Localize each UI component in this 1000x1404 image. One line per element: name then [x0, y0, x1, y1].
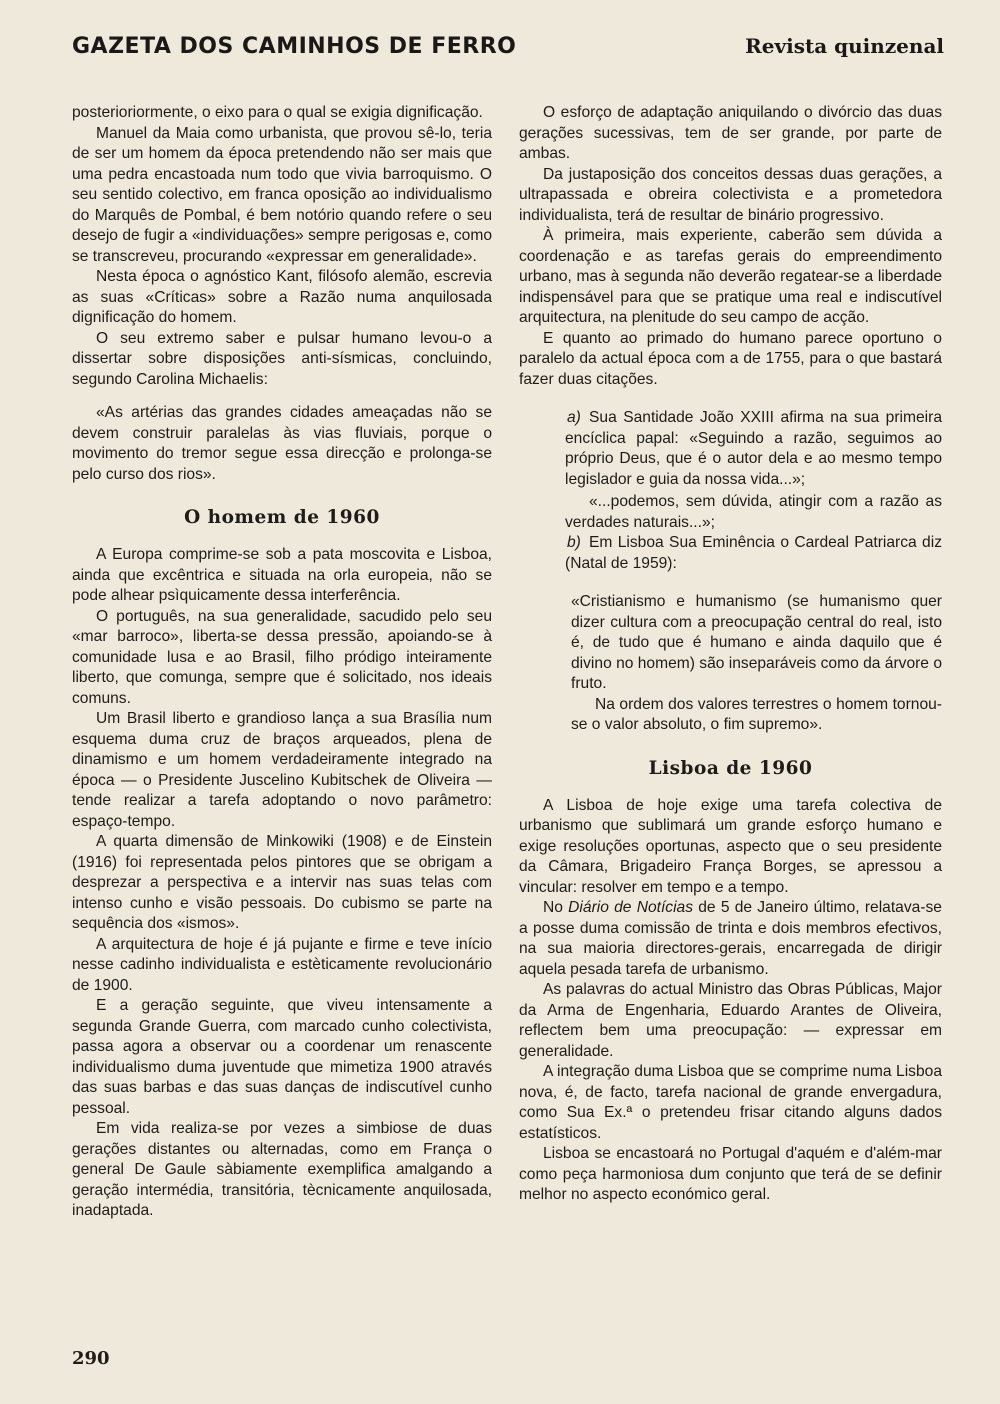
- paragraph: Em vida realiza-se por vezes a simbiose de duas gerações distantes ou alternadas, como em França o general De Gaule sàbiamente exemplifica amalgando a geração intermédia, transitória, tècnicamente anquilosada, inadaptada.: [72, 1120, 492, 1219]
- list-item-continuation: «...podemos, sem dúvida, atingir com a razão as verdades naturais...»;: [565, 493, 942, 531]
- block-quote: Na ordem dos valores terrestres o homem tornou-se o valor absoluto, o fim supremo».: [571, 695, 942, 733]
- list-item-text: Em Lisboa Sua Eminência o Cardeal Patriarca diz (Natal de 1959):: [565, 534, 942, 572]
- list-marker: b): [567, 534, 581, 551]
- paragraph: As palavras do actual Ministro das Obras Públicas, Major da Arma de Engenharia, Eduardo Arantes de Oliveira, reflectem bem uma preocupação: — expressar em generalidade.: [519, 981, 942, 1060]
- paragraph: Da justaposição dos conceitos dessas duas gerações, a ultrapassada e obreira colectivista e a prometedora individualista, terá de resultar de binário progressivo.: [519, 165, 942, 224]
- paragraph: A integração duma Lisboa que se comprime numa Lisboa nova, é, de facto, tarefa nacional de grande envergadura, como Sua Ex.ª o pretendeu frisar citando alguns dados estatísticos.: [519, 1063, 942, 1142]
- paragraph: A arquitectura de hoje é já pujante e firme e teve início nesse cadinho individualista e estèticamente revolucionário de 1900.: [72, 935, 492, 994]
- right-column: [519, 103, 942, 1206]
- journal-subtitle: Revista quinzenal: [745, 34, 944, 58]
- paragraph: E quanto ao primado do humano parece oportuno o paralelo da actual época com a de 1755, para o que bastará fazer duas citações.: [519, 329, 942, 388]
- page-number: 290: [72, 1348, 110, 1369]
- paragraph: E a geração seguinte, que viveu intensamente a segunda Grande Guerra, com marcado cunho colectivista, passa agora a observar ou a coordenar um renascente individualismo duma juventude que mimetiza 1900 através das suas barbas e das suas danças de indiscutível cunho pessoal.: [72, 997, 492, 1117]
- paragraph: A Europa comprime-se sob a pata moscovita e Lisboa, ainda que excêntrica e situada na orla europeia, não se pode alhear psìquicamente dessa interferência.: [72, 546, 492, 604]
- section-heading: O homem de 1960: [184, 507, 380, 528]
- paragraph: Manuel da Maia como urbanista, que provou sê-lo, teria de ser um homem da época pretendendo não ser mais que uma pedra encastoada num todo que vivia barroquismo. O seu sentido colectivo, em franca oposição ao individualismo do Marquês de Pombal, é bem notório quando refere o seu desejo de fugir a «individuações» sempre perigosas e, como se transcreveu, procurando «expressar em generalidade».: [72, 124, 492, 265]
- list-item: [519, 533, 942, 574]
- list-item-text: Sua Santidade João XXIII afirma na sua primeira encíclica papal: «Seguindo a razão, seguimos ao próprio Deus, que é o autor dela e ao mesmo tempo legislador e guia da nossa vida...»;: [565, 409, 942, 488]
- paragraph: Um Brasil liberto e grandioso lança a sua Brasília num esquema duma cruz de braços arqueados, plena de dinamismo e um homem verdadeiramente integrado na época — o Presidente Juscelino Kubitschek de Oliveira — tende realizar a tarefa adoptando o novo parâmetro: espaço-tempo.: [72, 710, 492, 830]
- paragraph: posterioriormente, o eixo para o qual se exigia dignificação.: [72, 104, 483, 121]
- paragraph: Nesta época o agnóstico Kant, filósofo alemão, escrevia as suas «Críticas» sobre a Razão numa anquilosada dignificação do homem.: [72, 268, 492, 326]
- newspaper-title: Diário de Notícias: [568, 899, 694, 916]
- citation-list: [519, 408, 942, 574]
- paragraph: O seu extremo saber e pulsar humano levou-o a dissertar sobre disposições anti-sísmicas, concluindo, segundo Carolina Michaelis:: [72, 329, 492, 388]
- block-quote: «Cristianismo e humanismo (se humanismo quer dizer cultura com a preocupação central do real, isto é, de tudo que é humano e ainda daquilo que é divino no homem) são inseparáveis como da árvore o fruto.: [571, 593, 942, 692]
- paragraph: À primeira, mais experiente, caberão sem dúvida a coordenação e as tarefas gerais do empreendimento urbano, mas à segunda não deverão regatear-se a liberdade indispensável para que se pratique uma real e indiscutível arquitectura, na plenitude do seu campo de acção.: [519, 227, 942, 326]
- journal-title: GAZETA DOS CAMINHOS DE FERRO: [72, 34, 517, 59]
- page-header: [72, 34, 944, 70]
- paragraph: A quarta dimensão de Minkowiki (1908) e de Einstein (1916) foi representada pelos pintores que se obrigam a desprezar a perspectiva e a intervir nas suas telas com intenso cunho e visão pessoais. Do cubismo se parte na sequência dos «ismos».: [72, 833, 492, 932]
- list-item: [519, 408, 942, 490]
- paragraph: O português, na sua generalidade, sacudido pelo seu «mar barroco», liberta-se dessa pressão, apoiando-se à comunidade lusa e ao Brasil, filho pródigo inteiramente liberto, que comunga, sempre que é solicitado, nos ideais comuns.: [72, 607, 492, 707]
- paragraph: A Lisboa de hoje exige uma tarefa colectiva de urbanismo que sublimará um grande esforço humano e exige resoluções oportunas, aspecto que o seu presidente da Câmara, Brigadeiro França Borges, se apressou a vincular: resolver em tempo e a tempo.: [519, 796, 942, 896]
- paragraph: O esforço de adaptação aniquilando o divórcio das duas gerações sucessivas, tem de ser grande, por parte de ambas.: [519, 104, 942, 162]
- paragraph-text: de 5 de Janeiro último, relatava-se a posse duma comissão de trinta e dois membros efectivos, na sua maioria directores-gerais, encarregada de dirigir aquela pesada tarefa de urbanismo.: [519, 899, 942, 978]
- paragraph: Lisboa se encastoará no Portugal d'aquém e d'além-mar como peça harmoniosa dum conjunto que terá de se definir melhor no aspecto económico geral.: [519, 1145, 942, 1203]
- paragraph: [519, 898, 942, 980]
- paragraph-text: No: [543, 899, 569, 916]
- block-quote: «As artérias das grandes cidades ameaçadas não se devem construir paralelas às vias fluviais, porque o movimento do tremor segue essa direcção e prolonga-se pelo curso dos rios».: [72, 404, 492, 483]
- left-column: [72, 103, 492, 1222]
- section-heading: Lisboa de 1960: [648, 757, 813, 779]
- list-marker: a): [567, 409, 581, 426]
